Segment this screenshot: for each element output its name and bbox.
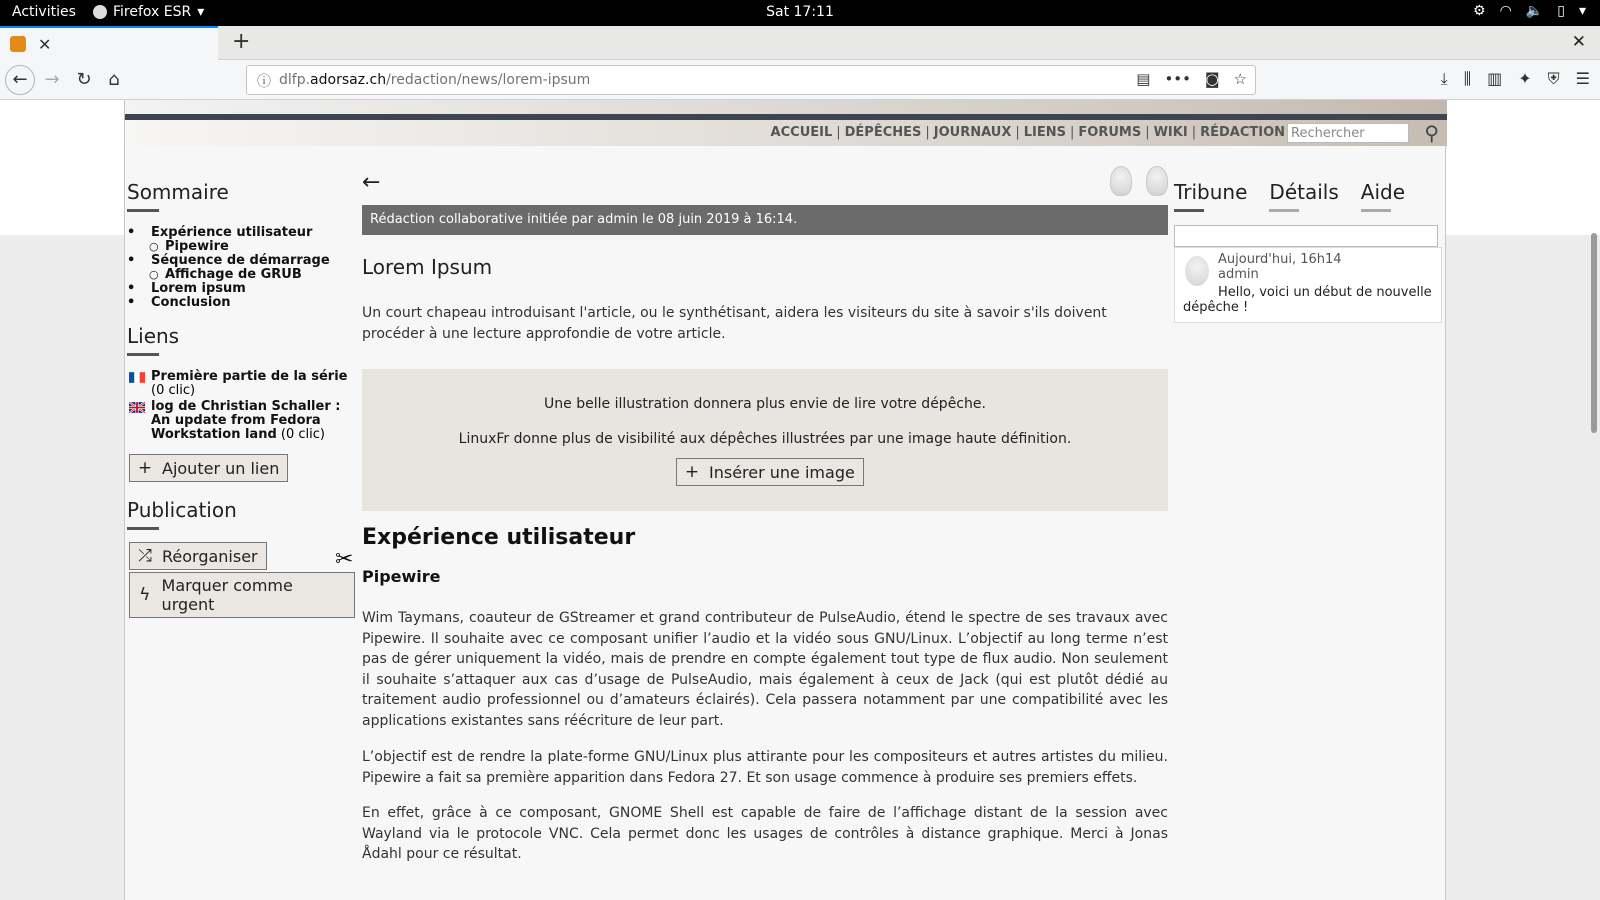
- article-chapeau[interactable]: Un court chapeau introduisant l'article, ou le synthétisant, aidera les visiteurs du site à savoir s'ils doivent procéder à une lecture approfondie de votre article.: [362, 305, 1107, 342]
- reorganize-button[interactable]: ⤮ Réorganiser: [129, 542, 267, 570]
- message-time: Aujourd'hui, 16h14: [1218, 252, 1342, 267]
- plus-icon: +: [137, 458, 153, 478]
- gnome-top-bar: [0, 0, 1600, 26]
- insert-image-button[interactable]: + Insérer une image: [676, 458, 864, 486]
- article-title[interactable]: Lorem Ipsum: [362, 255, 493, 279]
- heading-underline: [127, 209, 159, 212]
- message-author[interactable]: admin: [1218, 267, 1259, 282]
- illustration-text: LinuxFr donne plus de visibilité aux dépêches illustrées par une image haute définition.: [458, 431, 1072, 447]
- pocket-icon[interactable]: ◙: [1204, 70, 1220, 88]
- tab-strip: [0, 26, 1600, 60]
- chevron-down-icon: ▾: [197, 4, 205, 20]
- publication-heading: Publication: [127, 498, 237, 522]
- panel-tabs: [1174, 180, 1444, 212]
- tab-aide[interactable]: Aide: [1361, 180, 1405, 212]
- link-title[interactable]: Première partie de la série: [151, 369, 348, 384]
- page-scrollbar[interactable]: [1590, 100, 1598, 900]
- window-close-icon[interactable]: ✕: [1571, 32, 1586, 52]
- close-tab-icon[interactable]: ✕: [38, 34, 52, 54]
- sidebar-icon[interactable]: ▥: [1487, 69, 1503, 88]
- toolbar-icons: [1441, 69, 1590, 89]
- link-item[interactable]: [127, 370, 355, 398]
- volume-icon[interactable]: 🔈: [1525, 3, 1544, 19]
- illustration-text: Une belle illustration donnera plus envie de lire votre dépêche.: [544, 396, 986, 412]
- avatar: [1110, 166, 1132, 196]
- links-heading: Liens: [127, 324, 180, 348]
- add-link-button[interactable]: + Ajouter un lien: [129, 454, 288, 482]
- toc-item[interactable]: ○ Pipewire: [127, 240, 355, 254]
- wifi-icon[interactable]: ◠: [1499, 3, 1512, 19]
- back-arrow-icon[interactable]: ←: [362, 170, 381, 195]
- linuxfr-site: [124, 100, 1446, 900]
- toc-item[interactable]: • Expérience utilisateur: [127, 226, 355, 240]
- heading-underline: [127, 527, 159, 530]
- menu-accueil[interactable]: ACCUEIL: [770, 125, 833, 140]
- toc-item[interactable]: • Séquence de démarrage: [127, 254, 355, 268]
- menu-liens[interactable]: LIENS: [1023, 125, 1066, 140]
- page-actions-icon[interactable]: •••: [1164, 70, 1191, 88]
- new-tab-icon[interactable]: +: [232, 29, 251, 54]
- extension-icon[interactable]: ✦: [1518, 69, 1532, 88]
- menu-links: ACCUEIL | DÉPÊCHES | JOURNAUX | LIENS | FORUMS | WIKI | RÉDACTION: [770, 125, 1285, 140]
- forward-icon[interactable]: →: [44, 69, 60, 90]
- illustration-box: [362, 369, 1168, 511]
- scrollbar-thumb[interactable]: [1591, 233, 1597, 433]
- favicon-icon: [10, 36, 26, 52]
- download-icon[interactable]: ⤓: [1440, 69, 1448, 88]
- reload-icon[interactable]: ↻: [76, 69, 92, 90]
- avatar: [1185, 256, 1209, 286]
- tribune-message: [1174, 247, 1442, 323]
- link-count: (0 clic): [280, 427, 325, 442]
- home-icon[interactable]: ⌂: [108, 69, 120, 90]
- shuffle-icon: ⤮: [138, 546, 152, 566]
- chevron-down-icon[interactable]: ▾: [1578, 3, 1586, 19]
- avatar: [1146, 166, 1168, 196]
- menu-wiki[interactable]: WIKI: [1153, 125, 1188, 140]
- reader-view-icon[interactable]: ▤: [1136, 70, 1151, 88]
- library-icon[interactable]: ⫼: [1463, 69, 1472, 88]
- right-panel: [1174, 180, 1444, 315]
- link-item[interactable]: [127, 400, 355, 442]
- paragraph[interactable]: L’objectif est de rendre la plate-forme GNU/Linux plus attirante pour les compositeurs et autres artistes du milieu. Pipewire a fait sa première apparition dans Fedora 27. Et son usage commence à produire ses premiers effets.: [362, 749, 1168, 786]
- menu-journaux[interactable]: JOURNAUX: [933, 125, 1012, 140]
- subsection-heading[interactable]: Pipewire: [362, 567, 441, 586]
- plus-icon: +: [684, 462, 700, 482]
- menu-forums[interactable]: FORUMS: [1078, 125, 1142, 140]
- search-icon[interactable]: ⚲: [1424, 121, 1439, 145]
- paragraph[interactable]: Wim Taymans, coauteur de GStreamer et grand contributeur de PulseAudio, étend le spectre de ses travaux avec Pipewire. Il souhaite avec ce composant unifier l’audio et la vidéo sous GNU/Linux. L’objectif au long terme n’est pas de gérer uniquement la vidéo, mais de prendre en compte également tout type de flux audio. Non seulement il souhaite s’attaquer aux cas d’usage de PulseAudio, mais également à ceux de Jack (qui est plutôt dédié au traitement audio professionnel ou d’amateurs éclairés). Cela passera notamment par une compatibilité avec les applications existantes sans réécriture de leur part.: [362, 610, 1168, 729]
- navigation-toolbar: [0, 60, 1600, 100]
- lightning-icon: ϟ: [139, 585, 151, 605]
- summary-heading: Sommaire: [127, 180, 229, 204]
- shield-icon[interactable]: ⛨: [1547, 69, 1560, 88]
- links-list: [127, 370, 355, 442]
- paragraph[interactable]: En effet, grâce à ce composant, GNOME Shell est capable de faire de l’affichage distant de la session avec Wayland via le protocole VNC. Cela permet donc les usages de contrôles à distance graphique. Merci à Jonas Ådahl pour ce résultat.: [362, 805, 1168, 863]
- system-tray[interactable]: [1473, 3, 1586, 19]
- table-of-contents: [127, 226, 355, 310]
- tab-details[interactable]: Détails: [1269, 180, 1338, 212]
- banner: [125, 100, 1447, 114]
- tab-tribune[interactable]: Tribune: [1174, 180, 1247, 212]
- avatars: [1110, 166, 1168, 196]
- app-menu[interactable]: [93, 4, 204, 20]
- clock[interactable]: Sat 17:11: [766, 4, 834, 20]
- app-name: Firefox ESR: [113, 4, 192, 20]
- menu-icon[interactable]: ☰: [1575, 69, 1590, 88]
- scissors-cursor-icon: ✂: [335, 547, 354, 572]
- uk-flag-icon: [129, 402, 145, 413]
- settings-icon[interactable]: ⚙: [1473, 3, 1486, 19]
- section-heading[interactable]: Expérience utilisateur: [362, 525, 636, 550]
- info-icon[interactable]: ⓘ: [257, 74, 271, 90]
- menu-depeches[interactable]: DÉPÊCHES: [844, 125, 922, 140]
- link-title[interactable]: log de Christian Schaller : An update from Fedora Workstation land: [151, 399, 341, 442]
- menu-redaction[interactable]: RÉDACTION: [1200, 125, 1285, 140]
- toc-item[interactable]: • Lorem ipsum: [127, 282, 355, 296]
- link-count: (0 clic): [151, 383, 196, 398]
- left-sidebar: [127, 180, 355, 618]
- bookmark-star-icon[interactable]: ☆: [1233, 70, 1247, 88]
- firefox-icon: [93, 5, 107, 19]
- battery-icon[interactable]: ▯: [1557, 3, 1565, 19]
- mark-urgent-button[interactable]: ϟ Marquer comme urgent: [129, 572, 355, 618]
- back-icon[interactable]: ←: [5, 65, 35, 95]
- browser-tab[interactable]: [0, 26, 218, 60]
- url-bar[interactable]: [246, 65, 1256, 95]
- url-text[interactable]: dlfp.adorsaz.ch/redaction/news/lorem-ipsum: [279, 72, 591, 88]
- heading-underline: [127, 353, 159, 356]
- toc-item[interactable]: • Conclusion: [127, 296, 355, 310]
- info-bar: Rédaction collaborative initiée par admin le 08 juin 2019 à 16:14.: [362, 205, 1168, 235]
- tribune-input[interactable]: [1174, 225, 1438, 247]
- main-menu: [125, 120, 1447, 146]
- search-input[interactable]: Rechercher: [1287, 123, 1409, 143]
- activities-button[interactable]: Activities: [12, 4, 76, 20]
- toc-item[interactable]: ○ Affichage de GRUB: [127, 268, 355, 282]
- message-text: Hello, voici un début de nouvelle dépêche !: [1183, 285, 1432, 315]
- french-flag-icon: [129, 372, 145, 383]
